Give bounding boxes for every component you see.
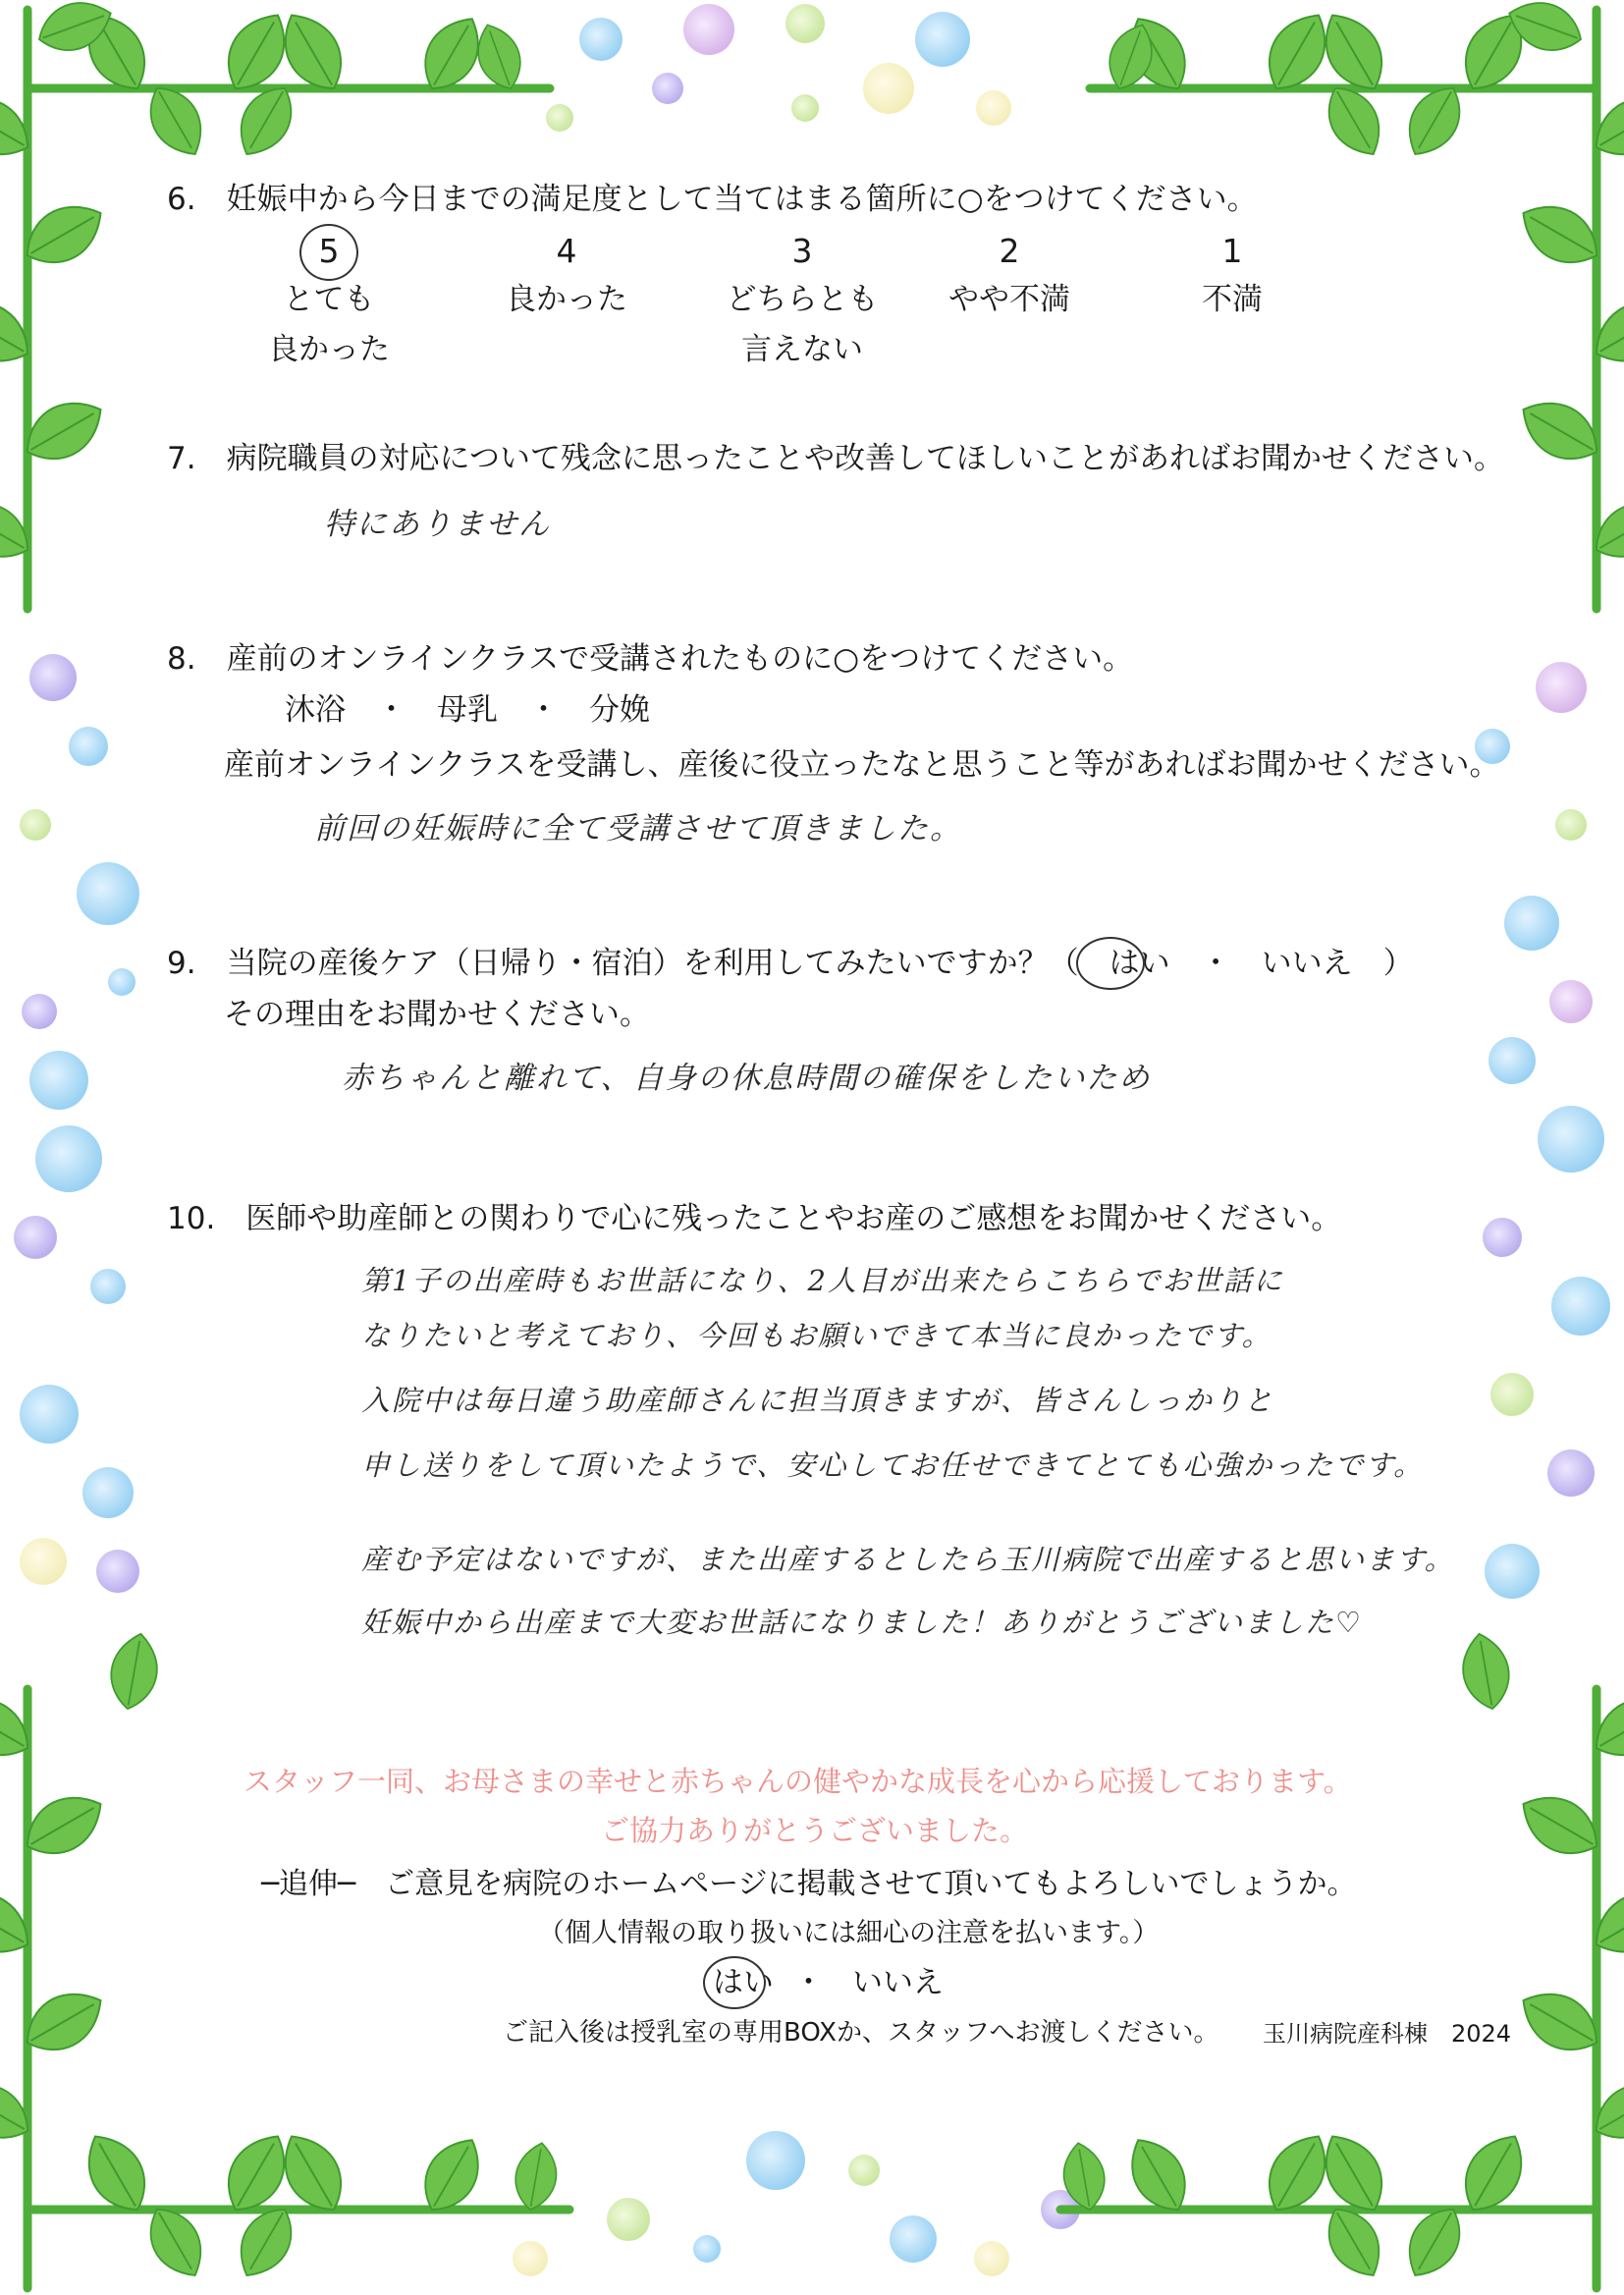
polka-dot bbox=[1555, 809, 1587, 841]
leaf-shape bbox=[1584, 1684, 1624, 1770]
scale-label-1 bbox=[1124, 275, 1340, 325]
leaf-shape bbox=[0, 1878, 40, 1968]
q9-answer: 赤ちゃんと離れて、自身の休息時間の確保をしたいため bbox=[342, 1061, 1152, 1096]
q10-answer-line: 産む予定はないですが、また出産するとしたら玉川病院で出産すると思います。 bbox=[361, 1543, 1455, 1576]
scale-label-5 bbox=[221, 275, 437, 375]
polka-dot bbox=[890, 2215, 937, 2263]
scale-label-line1: 良かった bbox=[506, 282, 627, 317]
polka-dot bbox=[20, 1385, 79, 1444]
polka-dot bbox=[1549, 980, 1593, 1023]
polka-dot bbox=[69, 727, 108, 766]
q10-question: 10. 医師や助産師との関わりで心に残ったことやお産のご感想をお聞かせください。 bbox=[167, 1201, 1342, 1236]
q10-answer-line: 妊娠中から出産まで大変お世話になりました！ありがとうございました♡ bbox=[361, 1606, 1363, 1639]
consent-yes-circle bbox=[703, 1956, 766, 2009]
polka-dot bbox=[546, 104, 573, 132]
leaf-shape bbox=[0, 1684, 40, 1770]
polka-dot bbox=[848, 2155, 880, 2186]
polka-dot bbox=[976, 90, 1011, 126]
polka-dot bbox=[20, 809, 51, 841]
q10-answer-line: なりたいと考えており、今回もお願いできて本当に良かったです。 bbox=[361, 1319, 1272, 1352]
scale-label-4 bbox=[459, 275, 675, 325]
leaf-shape bbox=[0, 2070, 39, 2152]
scale-label-line1: とても bbox=[283, 282, 375, 317]
postscript-question: ─追伸─ ご意見を病院のホームページに掲載させて頂いてもよろしいでしょうか。 bbox=[261, 1867, 1357, 1901]
consent-dot: ・ bbox=[793, 1965, 824, 2000]
polka-dot bbox=[785, 4, 825, 43]
q8-answer: 前回の妊娠時に全て受講させて頂きました。 bbox=[314, 811, 962, 847]
polka-dot bbox=[20, 1538, 67, 1585]
hospital-name-year: 玉川病院産科棟 2024 bbox=[1263, 2020, 1512, 2048]
q8-question: 8. 産前のオンラインクラスで受講されたものに○をつけてください。 bbox=[167, 641, 1134, 677]
polka-dot bbox=[607, 2198, 650, 2241]
leaf-shape bbox=[105, 1630, 163, 1713]
leaf-shape bbox=[1584, 83, 1624, 169]
scale-number-3: 3 bbox=[791, 232, 813, 270]
selected-score-circle bbox=[299, 224, 358, 281]
polka-dot bbox=[652, 73, 683, 104]
leaf-shape bbox=[511, 2140, 562, 2213]
leaf-shape bbox=[1584, 1878, 1624, 1968]
submission-instruction: ご記入後は授乳室の専用BOXか、スタッフへお渡しください。 bbox=[503, 2018, 1219, 2048]
scale-number-1: 1 bbox=[1221, 232, 1243, 270]
privacy-note: （個人情報の取り扱いには細心の注意を払います。） bbox=[538, 1918, 1160, 1948]
scale-number-2: 2 bbox=[999, 232, 1020, 270]
leaf-shape bbox=[1457, 1630, 1515, 1713]
polka-dot bbox=[96, 1550, 139, 1593]
staff-message: スタッフ一同、お母さまの幸せと赤ちゃんの健やかな成長を心から応援しております。 bbox=[244, 1765, 1352, 1798]
q10-answer-line: 第1子の出産時もお世話になり、2人目が出来たらこちらでお世話に bbox=[361, 1264, 1284, 1297]
scale-label-line2: 言えない bbox=[741, 332, 863, 367]
q10-answer-line: 入院中は毎日違う助産師さんに担当頂きますが、皆さんしっかりと bbox=[361, 1384, 1275, 1417]
polka-dot bbox=[29, 1051, 88, 1110]
q9-subquestion: その理由をお聞かせください。 bbox=[224, 997, 650, 1032]
polka-dot bbox=[22, 994, 57, 1029]
polka-dot bbox=[1485, 1544, 1540, 1599]
polka-dot bbox=[1504, 896, 1559, 951]
polka-dot bbox=[791, 94, 819, 122]
scale-label-line1: 不満 bbox=[1202, 282, 1263, 317]
q8-options: 沐浴 ・ 母乳 ・ 分娩 bbox=[285, 692, 650, 728]
polka-dot bbox=[1538, 1106, 1604, 1173]
polka-dot bbox=[746, 2131, 805, 2190]
polka-dot bbox=[974, 2241, 1009, 2276]
polka-dot bbox=[82, 1467, 134, 1518]
q9-yes-circle bbox=[1076, 937, 1145, 990]
thanks-message: ご協力ありがとうございました。 bbox=[601, 1814, 1029, 1847]
q10-answer-line: 申し送りをして頂いたようで、安心してお任せできてとても心強かったです。 bbox=[361, 1448, 1425, 1482]
leaf-shape bbox=[1585, 2070, 1624, 2152]
scale-label-line2: 良かった bbox=[268, 332, 390, 367]
leaf-shape bbox=[0, 489, 39, 571]
polka-dot bbox=[77, 862, 139, 925]
leaf-shape bbox=[1584, 287, 1624, 377]
leaf-shape bbox=[1585, 489, 1624, 571]
polka-dot bbox=[683, 4, 734, 55]
q6-question: 6. 妊娠中から今日までの満足度として当てはまる箇所に○をつけてください。 bbox=[167, 182, 1258, 217]
scale-label-line1: どちらとも bbox=[726, 282, 879, 317]
polka-dot bbox=[579, 18, 623, 61]
scale-number-5: 5 bbox=[318, 232, 340, 270]
polka-dot bbox=[14, 1216, 57, 1259]
polka-dot bbox=[513, 2241, 548, 2276]
polka-dot bbox=[1490, 1373, 1534, 1416]
polka-dot bbox=[693, 2235, 721, 2263]
scale-label-2 bbox=[901, 275, 1117, 325]
polka-dot bbox=[1551, 1277, 1610, 1336]
polka-dot bbox=[108, 968, 135, 996]
polka-dot bbox=[35, 1125, 102, 1192]
scale-number-4: 4 bbox=[556, 232, 577, 270]
polka-dot bbox=[1489, 1037, 1536, 1084]
leaf-shape bbox=[0, 83, 40, 169]
polka-dot bbox=[915, 12, 970, 67]
consent-yes: はい bbox=[713, 1965, 774, 2000]
polka-dot bbox=[1483, 1218, 1522, 1257]
polka-dot bbox=[90, 1269, 126, 1304]
polka-dot bbox=[1547, 1449, 1595, 1497]
scale-label-line1: やや不満 bbox=[948, 282, 1070, 317]
leaf-shape bbox=[0, 287, 40, 377]
q7-answer: 特にありません bbox=[324, 507, 551, 542]
q7-question: 7. 病院職員の対応について残念に思ったことや改善してほしいことがあればお聞かせください。 bbox=[167, 441, 1504, 476]
scale-label-3 bbox=[694, 275, 910, 375]
polka-dot bbox=[863, 63, 914, 114]
q9-question: 9. 当院の産後ケア（日帰り・宿泊）を利用してみたいですか？（ はい ・ いいえ ） bbox=[167, 946, 1414, 981]
polka-dot bbox=[1536, 662, 1587, 713]
q8-subquestion: 産前オンラインクラスを受講し、産後に役立ったなと思うこと等があればお聞かせください。 bbox=[224, 747, 1500, 783]
polka-dot bbox=[29, 654, 77, 701]
leaf-shape bbox=[468, 18, 529, 95]
consent-no: いいえ bbox=[852, 1965, 944, 2000]
